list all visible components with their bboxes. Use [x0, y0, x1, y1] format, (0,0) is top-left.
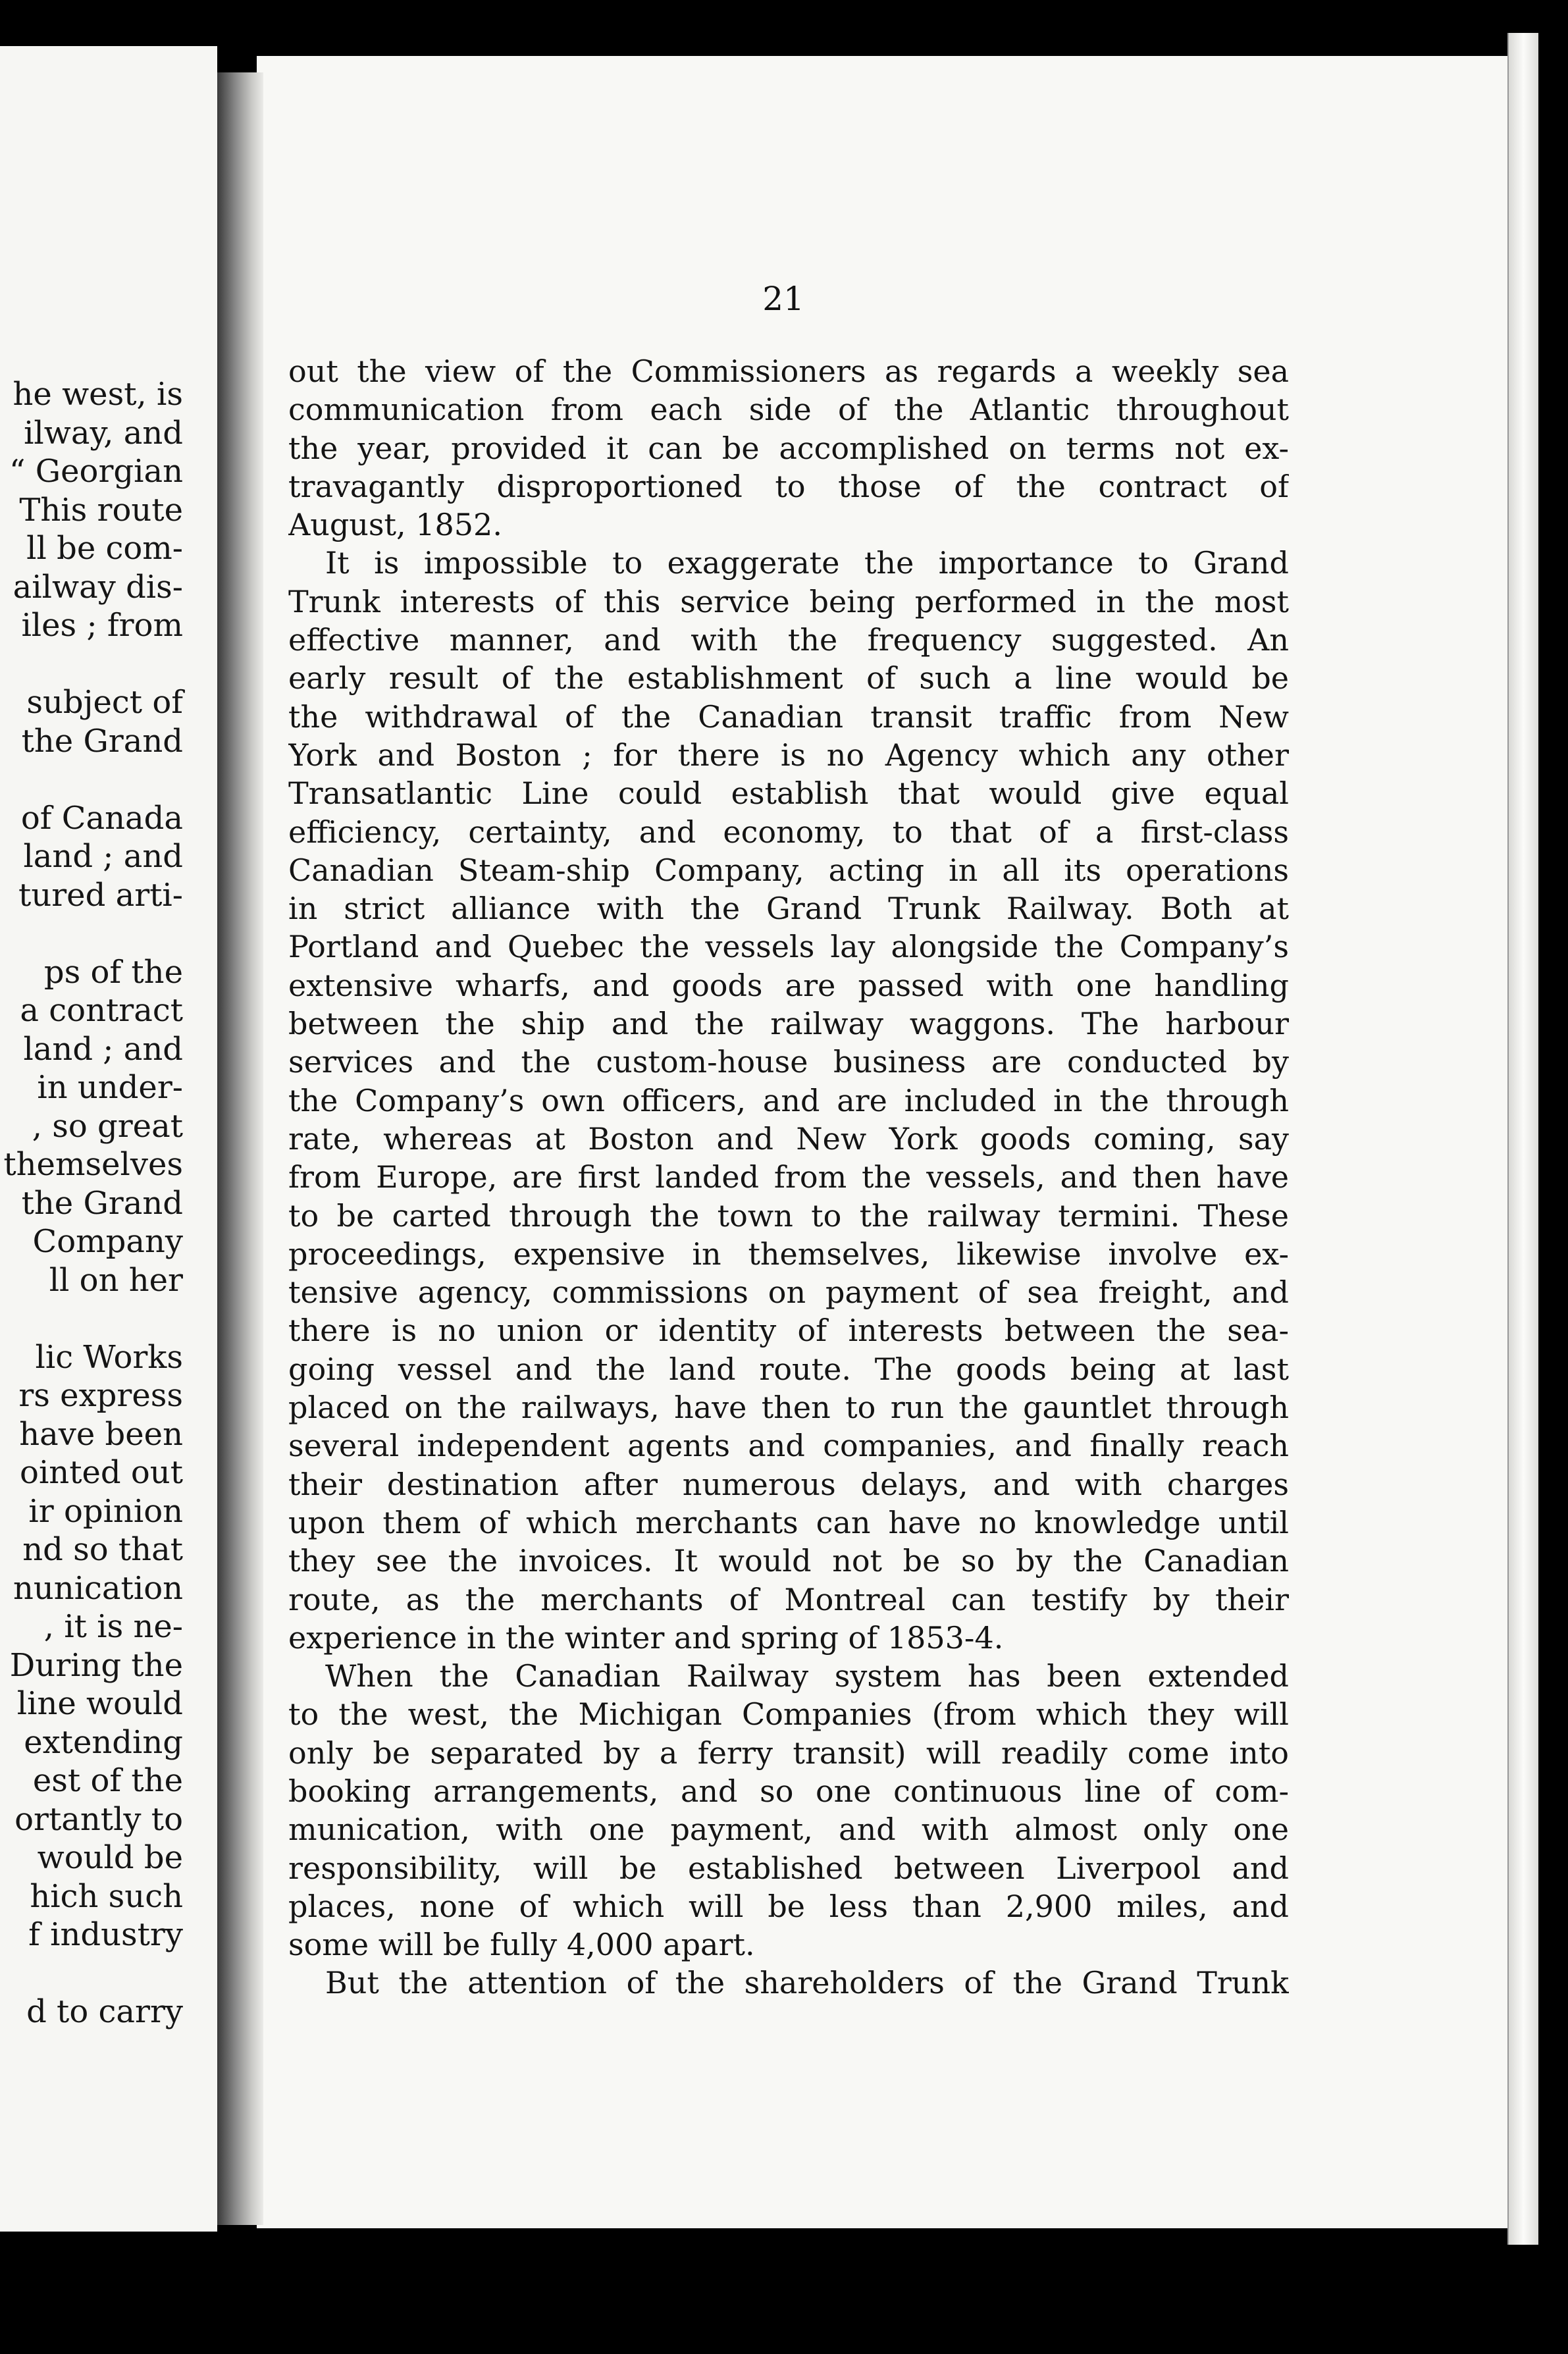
text-line: to the west, the Michigan Companies (from which they will: [288, 1696, 1289, 1733]
left-fragment: nunication: [13, 1569, 183, 1607]
text-line: the year, provided it can be accomplished on terms not ex-: [288, 430, 1289, 466]
left-fragment: , it is ne-: [43, 1608, 183, 1645]
book-gutter: [217, 72, 263, 2225]
text-line: services and the custom-house business are conducted by: [288, 1044, 1289, 1080]
left-fragment: the Grand: [21, 722, 183, 760]
left-fragment: would be: [37, 1839, 183, 1876]
text-line: experience in the winter and spring of 1853-4.: [288, 1619, 1004, 1656]
text-line: travagantly disproportioned to those of the contract of: [288, 468, 1289, 504]
text-line: the Company’s own officers, and are included in the through: [288, 1082, 1289, 1118]
left-fragment: iles ; from: [21, 607, 183, 644]
text-line: route, as the merchants of Montreal can testify by their: [288, 1581, 1289, 1617]
left-fragment: have been: [19, 1415, 183, 1453]
text-line: But the attention of the shareholders of the Grand Trunk: [325, 1965, 1289, 2001]
left-fragment: , so great: [32, 1107, 183, 1145]
text-line: to be carted through the town to the railway termini. These: [288, 1197, 1289, 1234]
text-line: York and Boston ; for there is no Agency which any other: [288, 737, 1289, 773]
page-number: 21: [762, 280, 804, 318]
left-fragment: “ Georgian: [9, 453, 183, 490]
left-fragment: [3, 914, 183, 953]
text-line: extensive wharfs, and goods are passed with one handling: [288, 967, 1289, 1003]
text-line: It is impossible to exaggerate the importance to Grand: [325, 545, 1289, 581]
left-fragment: of Canada: [20, 799, 183, 837]
text-line: only be separated by a ferry transit) will readily come into: [288, 1735, 1289, 1771]
left-fragment: [3, 645, 183, 684]
text-line: going vessel and the land route. The goods being at last: [288, 1351, 1289, 1387]
text-line: responsibility, will be established between Liverpool and: [288, 1850, 1289, 1886]
left-fragment: hich such: [30, 1877, 183, 1915]
text-line: from Europe, are first landed from the vessels, and then have: [288, 1159, 1289, 1195]
left-fragment: ailway dis-: [13, 568, 183, 606]
text-line: Canadian Steam-ship Company, acting in all its operations: [288, 852, 1289, 888]
left-fragment: ll on her: [49, 1261, 183, 1299]
text-line: there is no union or identity of interests between the sea-: [288, 1313, 1289, 1349]
left-fragment: ll be com-: [26, 530, 183, 567]
text-line: Trunk interests of this service being performed in the most: [288, 583, 1289, 619]
left-fragment: d to carry: [26, 1993, 183, 2030]
text-line: munication, with one payment, and with almost only one: [288, 1812, 1289, 1848]
text-line: places, none of which will be less than 2,900 miles, and: [288, 1888, 1289, 1924]
text-line: out the view of the Commissioners as regards a weekly sea: [288, 353, 1289, 389]
left-fragment: Company: [32, 1223, 183, 1260]
text-line: they see the invoices. It would not be so by the Canadian: [288, 1543, 1289, 1579]
left-fragment: ilway, and: [24, 414, 183, 452]
text-line: booking arrangements, and so one continuous line of com-: [288, 1773, 1289, 1809]
body-text: [288, 352, 1289, 2002]
text-line: early result of the establishment of such a line would be: [288, 660, 1289, 696]
left-fragment: ir opinion: [28, 1492, 183, 1530]
left-fragment: ortantly to: [14, 1800, 183, 1838]
left-fragment: [3, 1954, 183, 1993]
text-line: rate, whereas at Boston and New York goods coming, say: [288, 1120, 1289, 1157]
text-line: tensive agency, commissions on payment of sea freight, and: [288, 1274, 1289, 1311]
left-page: [0, 46, 217, 2232]
text-line: some will be fully 4,000 apart.: [288, 1927, 755, 1963]
text-line: August, 1852.: [288, 507, 502, 543]
left-fragment: a contract: [20, 992, 183, 1029]
left-fragment: in under-: [37, 1069, 183, 1106]
text-line: their destination after numerous delays, and with charges: [288, 1466, 1289, 1502]
text-line: proceedings, expensive in themselves, likewise involve ex-: [288, 1236, 1289, 1272]
left-fragment: lic Works: [35, 1338, 183, 1376]
left-fragment: f industry: [28, 1916, 183, 1953]
left-fragment: nd so that: [22, 1531, 183, 1568]
text-line: several independent agents and companies, and finally reach: [288, 1428, 1289, 1464]
text-line: placed on the railways, have then to run the gauntlet through: [288, 1390, 1289, 1426]
left-fragment: rs express: [18, 1377, 183, 1414]
left-fragment: extending: [24, 1723, 183, 1761]
left-fragment: line would: [16, 1685, 183, 1722]
text-line: efficiency, certainty, and economy, to that of a first-class: [288, 814, 1289, 850]
left-fragment: land ; and: [23, 838, 183, 875]
text-line: effective manner, and with the frequency suggested. An: [288, 622, 1289, 658]
left-fragment: During the: [9, 1646, 183, 1684]
page-edge: [1507, 33, 1538, 2245]
text-line: Transatlantic Line could establish that would give equal: [288, 775, 1289, 812]
left-fragment: tured arti-: [18, 876, 183, 914]
left-fragment: themselves: [3, 1146, 183, 1183]
left-fragment: subject of: [26, 684, 183, 721]
text-line: communication from each side of the Atlantic throughout: [288, 392, 1289, 428]
text-line: upon them of which merchants can have no knowledge until: [288, 1504, 1289, 1540]
left-fragment: [3, 1299, 183, 1338]
text-line: the withdrawal of the Canadian transit traffic from New: [288, 698, 1289, 735]
left-fragment: he west, is: [13, 376, 183, 413]
left-fragment: the Grand: [21, 1184, 183, 1222]
left-fragment: [3, 760, 183, 799]
left-fragment: land ; and: [23, 1030, 183, 1068]
left-fragment: ps of the: [43, 953, 183, 991]
text-line: between the ship and the railway waggons. The harbour: [288, 1006, 1289, 1042]
text-line: in strict alliance with the Grand Trunk Railway. Both at: [288, 891, 1289, 927]
left-fragment: est of the: [32, 1762, 183, 1799]
text-line: When the Canadian Railway system has been extended: [325, 1658, 1289, 1694]
text-line: Portland and Quebec the vessels lay alongside the Company’s: [288, 929, 1289, 965]
left-fragment: ointed out: [20, 1454, 183, 1491]
left-fragment: This route: [19, 491, 183, 529]
left-page-fragments: [3, 375, 183, 2031]
